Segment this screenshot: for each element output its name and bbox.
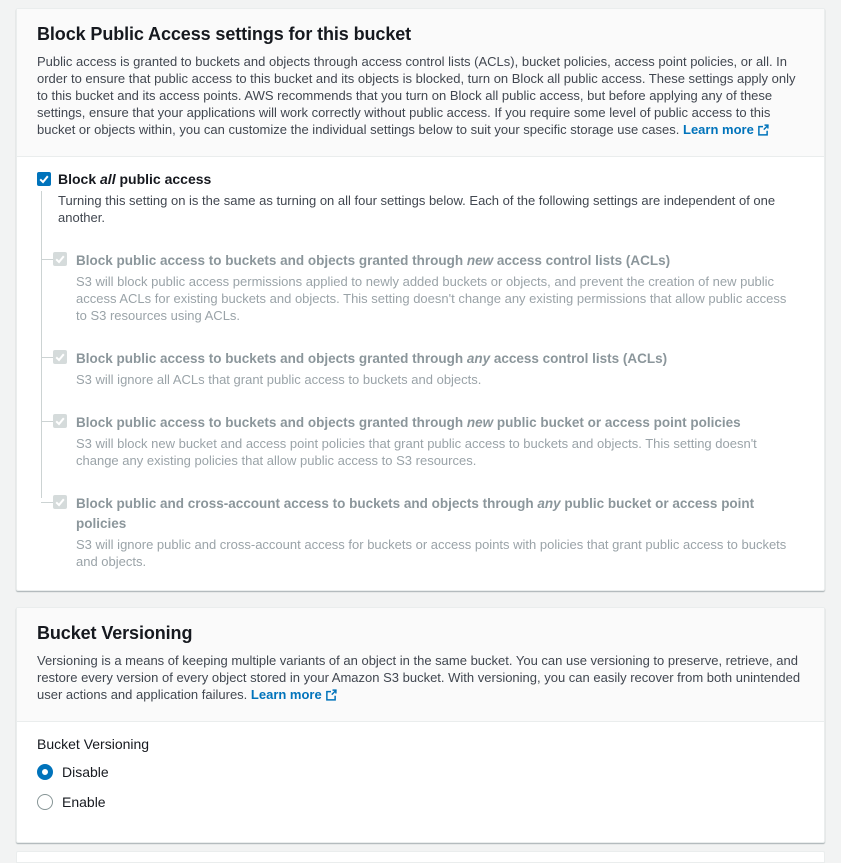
bucket-versioning-header bbox=[17, 608, 824, 722]
sub-setting-description: S3 will ignore public and cross-account access for buckets or access points with policies that grant public access to buckets and objects. bbox=[76, 537, 787, 569]
sub-setting-description: S3 will block new bucket and access point policies that grant public access to buckets and objects. This setting doesn't change any existing policies that allow public access to S3 resources. bbox=[76, 436, 757, 468]
section-title: Block Public Access settings for this bucket bbox=[37, 24, 412, 44]
block-all-public-access-checkbox[interactable] bbox=[37, 172, 51, 186]
sub-setting-title: Block public and cross-account access to buckets and objects through any public bucket or access point policies bbox=[76, 496, 755, 531]
external-link-icon bbox=[325, 688, 337, 705]
block-public-access-header bbox=[17, 9, 824, 157]
radio-selected-icon[interactable] bbox=[37, 764, 53, 780]
learn-more-link[interactable]: Learn more bbox=[250, 687, 322, 702]
versioning-enable-label[interactable]: Enable bbox=[62, 794, 106, 810]
sub-setting-cross-account-checkbox bbox=[53, 495, 67, 509]
external-link-icon bbox=[757, 123, 769, 140]
sub-setting-new-acls bbox=[41, 251, 804, 324]
sub-setting-new-acls-checkbox bbox=[53, 252, 67, 266]
sub-setting-description: S3 will ignore all ACLs that grant public access to buckets and objects. bbox=[76, 372, 482, 387]
sub-setting-cross-account bbox=[41, 494, 804, 570]
section-description: Versioning is a means of keeping multiple variants of an object in the same bucket. You can use versioning to preserve, retrieve, and restore every version of every object stored in your Amazon S3 bucket. With versioning, you can easily recover from both unintended user actions and application failures. Learn more bbox=[37, 652, 804, 705]
sub-setting-title: Block public access to buckets and objects granted through new access control lists (ACLs) bbox=[76, 253, 671, 268]
sub-setting-any-acls bbox=[41, 349, 804, 388]
block-public-access-card bbox=[16, 8, 825, 591]
versioning-enable-option[interactable] bbox=[37, 792, 804, 812]
sub-setting-new-policies bbox=[41, 413, 804, 469]
versioning-disable-label[interactable]: Disable bbox=[62, 764, 109, 780]
sub-setting-new-policies-checkbox bbox=[53, 414, 67, 428]
section-description: Public access is granted to buckets and objects through access control lists (ACLs), bucket policies, access point policies, or all. In order to ensure that public access to this bucket and its objects is blocked, turn on Block all public access. These settings apply only to this bucket and its access points. AWS recommends that you turn on Block all public access, but before applying any of these settings, ensure that your applications will work correctly without public access. If you require some level of public access to this bucket or objects within, you can customize the individual settings below to suit your specific storage use cases. Learn more bbox=[37, 53, 804, 140]
sub-settings-tree bbox=[41, 191, 804, 570]
master-checkbox-description: Turning this setting on is the same as turning on all four settings below. Each of the following settings are independent of one another. bbox=[58, 193, 776, 225]
next-card-stub bbox=[16, 851, 825, 863]
sub-setting-title: Block public access to buckets and objects granted through any access control lists (ACLs) bbox=[76, 351, 668, 366]
bucket-versioning-field-label: Bucket Versioning bbox=[37, 736, 150, 752]
learn-more-link[interactable]: Learn more bbox=[683, 122, 754, 137]
sub-setting-title: Block public access to buckets and objects granted through new public bucket or access point policies bbox=[76, 415, 741, 430]
radio-unselected-icon[interactable] bbox=[37, 794, 53, 810]
bucket-versioning-card bbox=[16, 607, 825, 843]
sub-setting-description: S3 will block public access permissions applied to newly added buckets or objects, and prevent the creation of new public access ACLs for existing buckets and objects. This setting doesn't change any existing permissions that allow public access to S3 resources using ACLs. bbox=[76, 274, 787, 323]
section-title: Bucket Versioning bbox=[37, 623, 193, 643]
versioning-disable-option[interactable] bbox=[37, 762, 804, 782]
block-all-public-access-label[interactable]: Block all public access bbox=[58, 171, 212, 187]
sub-setting-any-acls-checkbox bbox=[53, 350, 67, 364]
block-all-public-access-row bbox=[37, 171, 804, 187]
